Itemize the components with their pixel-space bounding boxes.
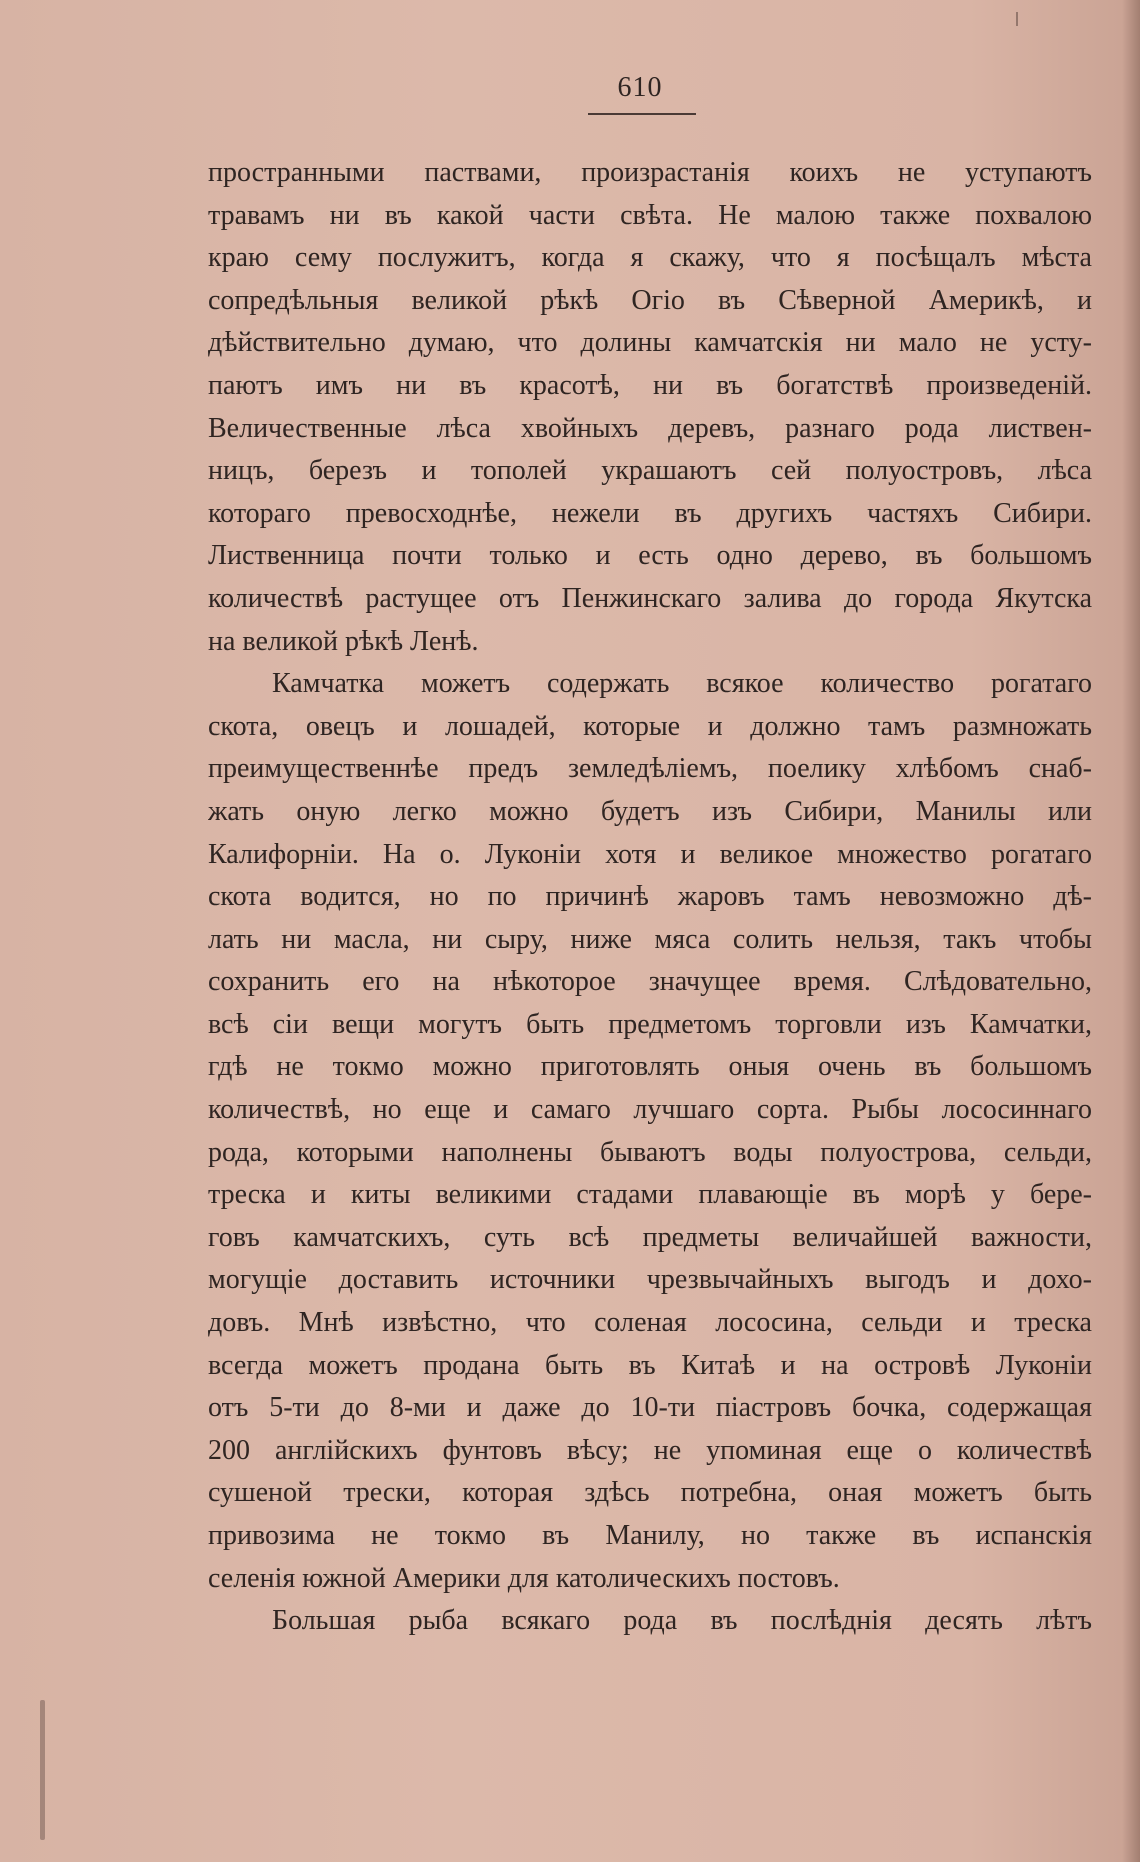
text-line: треска и киты великими стадами плавающіе въ морѣ у бере- [208, 1179, 1092, 1211]
text-line: Калифорніи. На о. Луконіи хотя и великое множество рогатаго [208, 838, 1092, 870]
binding-mark [40, 1700, 45, 1840]
text-line: травамъ ни въ какой части свѣта. Не малою также похвалою [208, 199, 1092, 231]
text-line: всегда можетъ продана быть въ Китаѣ и на островѣ Луконіи [208, 1349, 1092, 1381]
text-line: паютъ имъ ни въ красотѣ, ни въ богатствѣ произведеній. [208, 369, 1092, 401]
text-line: могущіе доставить источники чрезвычайныхъ выгодъ и дохо- [208, 1264, 1092, 1296]
page-number-rule [588, 113, 696, 115]
body-text [208, 152, 1092, 1643]
text-line: сохранить его на нѣкоторое значущее время. Слѣдовательно, [208, 966, 1092, 998]
text-line: пространными паствами, произрастанія коихъ не уступаютъ [208, 157, 1092, 188]
text-line: говъ камчатскихъ, суть всѣ предметы величайшей важности, [208, 1221, 1092, 1253]
text-line: селенія южной Америки для католическихъ постовъ. [208, 1562, 840, 1594]
page-edge-shadow [1122, 0, 1140, 1862]
text-line: довъ. Мнѣ извѣстно, что соленая лососина, сельди и треска [208, 1307, 1092, 1339]
text-line: скота водится, но по причинѣ жаровъ тамъ невозможно дѣ- [208, 881, 1092, 913]
text-line: количествѣ, но еще и самаго лучшаго сорта. Рыбы лососиннаго [208, 1094, 1092, 1126]
text-line: Величественные лѣса хвойныхъ деревъ, разнаго рода листвен- [208, 412, 1092, 444]
text-line: скота, овецъ и лошадей, которые и должно тамъ размножать [208, 710, 1092, 742]
text-line: гдѣ не токмо можно приготовлять оныя очень въ большомъ [208, 1051, 1092, 1083]
text-line: краю сему послужитъ, когда я скажу, что я посѣщалъ мѣста [208, 242, 1092, 274]
text-line: количествѣ растущее отъ Пенжинскаго залива до города Якутска [208, 582, 1092, 614]
text-line: на великой рѣкѣ Ленѣ. [208, 625, 479, 657]
text-line: сопредѣльныя великой рѣкѣ Огіо въ Сѣверной Америкѣ, и [208, 284, 1092, 316]
text-line: жать оную легко можно будетъ изъ Сибири, Манилы или [208, 795, 1092, 827]
text-line: привозима не токмо въ Манилу, но также въ испанскія [208, 1520, 1092, 1551]
text-line: отъ 5-ти до 8-ми и даже до 10-ти піастровъ бочка, содержащая [208, 1392, 1092, 1424]
text-line: ницъ, березъ и тополей украшаютъ сей полуостровъ, лѣса [208, 455, 1092, 487]
text-line: Лиственница почти только и есть одно дерево, въ большомъ [208, 540, 1092, 572]
text-line: Камчатка можетъ содержать всякое количество рогатаго [272, 668, 1092, 700]
text-line: Большая рыба всякаго рода въ послѣднія десять лѣтъ [272, 1605, 1092, 1637]
margin-mark [1016, 12, 1018, 26]
text-line: котораго превосходнѣе, нежели въ другихъ частяхъ Сибири. [208, 497, 1092, 529]
text-line: лать ни масла, ни сыру, ниже мяса солить нельзя, такъ чтобы [208, 923, 1092, 955]
text-line: всѣ сіи вещи могутъ быть предметомъ торговли изъ Камчатки, [208, 1008, 1092, 1040]
page-number: 610 [617, 72, 663, 103]
text-line: рода, которыми наполнены бываютъ воды полуострова, сельди, [208, 1136, 1092, 1168]
text-line: 200 англійскихъ фунтовъ вѣсу; не упоминая еще о количествѣ [208, 1434, 1092, 1466]
text-line: дѣйствительно думаю, что долины камчатскія ни мало не усту- [208, 327, 1092, 359]
text-line: преимущественнѣе предъ земледѣліемъ, поелику хлѣбомъ снаб- [208, 753, 1092, 785]
text-line: сушеной трески, которая здѣсь потребна, оная можетъ быть [208, 1477, 1092, 1509]
